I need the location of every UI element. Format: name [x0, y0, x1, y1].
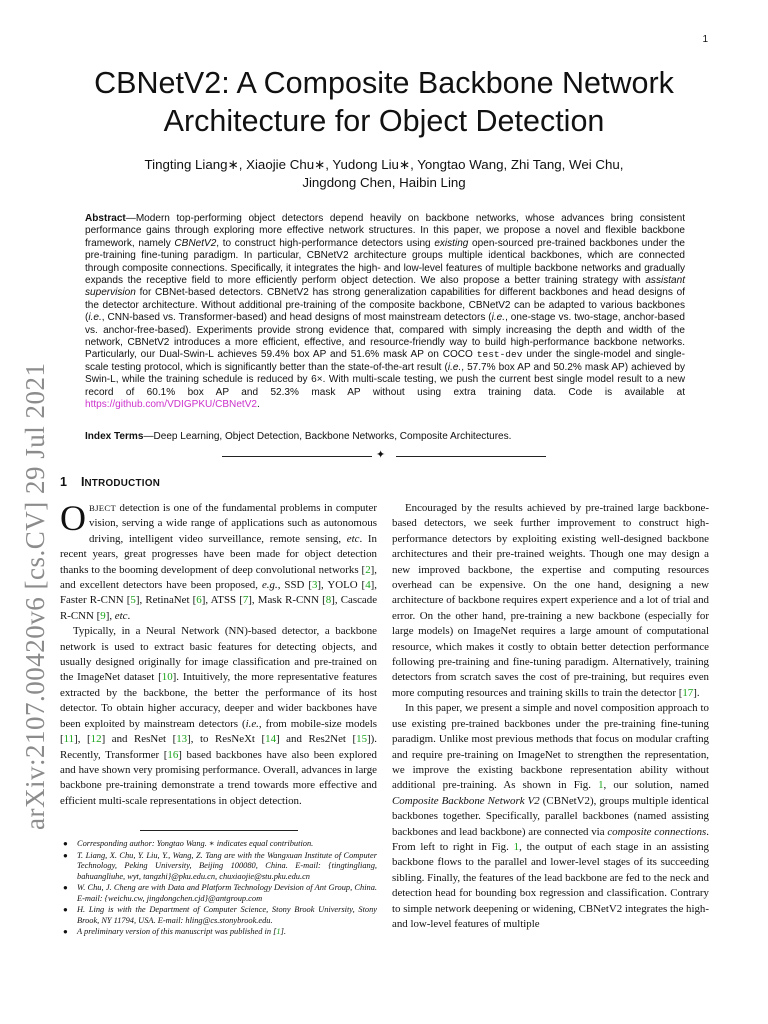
body-text: ]). Recently, Transformer [ — [60, 733, 377, 761]
body-text: ], Mask R-CNN [ — [248, 594, 326, 607]
citation-link[interactable]: 17 — [682, 686, 694, 699]
paragraph — [60, 624, 377, 809]
body-text: ] based backbones have also been explored and have shown very promising performance. Overall, advances in large backbone pre-training demonstrate a trend towards more effective and efficient multi-scale representations in object detection. — [60, 748, 377, 807]
body-text: ], Faster R-CNN [ — [60, 579, 378, 607]
separator-line-left — [222, 456, 372, 457]
bullet-icon: ● — [63, 927, 68, 936]
abstract-text: for CBNet-based detectors. CBNetV2 has strong generalization capabilities for different backbones and head designs of the detector architecture. Without additional pre-training of the composite backbone, CBNetV2 can be adapted to various backbones ( — [85, 287, 685, 324]
index-terms-label: Index Terms — [85, 431, 144, 442]
bullet-icon: ● — [63, 905, 68, 914]
body-text: ] and Res2Net [ — [276, 733, 357, 746]
body-text: . From left to right in Fig. — [392, 825, 709, 853]
body-text: ], Cascade R-CNN [ — [60, 594, 378, 622]
body-text: ], ATSS [ — [201, 594, 243, 607]
bullet-icon: ● — [63, 839, 68, 848]
arxiv-identifier-stamp: arXiv:2107.00420v6 [cs.CV] 29 Jul 2021 — [20, 362, 50, 830]
abstract-emphasis: i.e. — [447, 361, 462, 373]
footnote-item — [60, 883, 377, 904]
citation-link[interactable]: 16 — [167, 748, 179, 761]
abstract-emphasis: CBNetV2 — [174, 237, 217, 249]
abstract-emphasis: i.e. — [88, 312, 102, 324]
abstract-text: . — [256, 399, 260, 411]
author-list — [70, 156, 698, 192]
title-line-2: Architecture for Object Detection — [163, 104, 605, 138]
section-heading — [60, 475, 160, 489]
footnote-item — [60, 851, 377, 883]
body-text: ]. Intuitively, the more representative features extracted by the backbone, the better the performance of its host detector. To obtain higher accuracy, deeper and wider backbones have been exploited by mainstream detectors ( — [60, 671, 377, 730]
authors-line-1: Tingting Liang∗, Xiaojie Chu∗, Yudong Liu∗, Yongtao Wang, Zhi Tang, Wei Chu, — [144, 157, 624, 172]
citation-link[interactable]: 8 — [325, 594, 332, 607]
bullet-icon: ● — [63, 850, 68, 860]
citation-link[interactable]: 13 — [176, 733, 188, 746]
body-text: detection is one of the fundamental problems in computer vision, serving a wide range of applications such as autonomous driving, intelligent video surveillance, remote sensing, — [89, 502, 377, 545]
citation-link[interactable]: 14 — [265, 733, 277, 746]
page-number: 1 — [702, 34, 708, 45]
body-text: , the output of each stage in an assisting backbone flows to the parallel and lower-level stages of its succeeding sibling. Finally, the features of the lead backbone are fed to the neck and detection head for bounding box regression and classification. Contrary to simple network deepening or widening, CBNetV2 integrates the high- and low-level features of multiple — [392, 840, 709, 930]
abstract-text: under the single-model and single-scale testing protocol, which is significantly better than the state-of-the-art result ( — [85, 349, 685, 373]
body-text: ], to ResNeXt [ — [187, 733, 266, 746]
footnote-text: A preliminary version of this manuscript was published in [ — [77, 927, 277, 936]
body-text: ]. — [693, 686, 700, 699]
authors-line-2: Jingdong Chen, Haibin Ling — [302, 175, 466, 190]
citation-link[interactable]: 1 — [276, 927, 281, 936]
body-text: ], RetinaNet [ — [135, 594, 197, 607]
citation-link[interactable]: 7 — [242, 594, 249, 607]
footnote-item — [60, 905, 377, 926]
body-emphasis: etc — [114, 609, 128, 622]
section-number: 1 — [60, 475, 67, 489]
citation-link[interactable]: 15 — [356, 733, 368, 746]
section-title-initial: I — [80, 475, 85, 489]
paper-title — [70, 64, 698, 140]
body-text: , from mobile-size models [ — [60, 717, 377, 746]
bullet-icon: ● — [63, 883, 68, 892]
body-text: . In recent years, great progresses have been made for object detection thanks to the booming development of deep convolutional networks [ — [60, 532, 377, 576]
footnote-text: H. Ling is with the Department of Computer Science, Stony Brook University, Stony Brook, NY 11794, USA. E-mail: hling@cs.stonybrook.edu. — [77, 905, 377, 925]
abstract-text: , one-stage vs. two-stage, anchor-based vs. anchor-free-based). Experiments provide strong evidence that, compared with simply increasing the depth and width of the network, CBNetV2 introduces a more efficient, effective, and resource-friendly way to build high-performance backbone networks. Particularly, our Dual-Swin-L achieves 59.4% box AP and 51.6% mask AP on COCO — [85, 312, 685, 361]
abstract-text: , 57.7% box AP and 50.2% mask AP) achieved by Swin-L, while the training schedule is reduced by 6×. With multi-scale testing, we push the current best single model result to a new record of 60.1% box AP and 52.3% mask AP without using extra training data. Code is available at — [85, 361, 685, 398]
footnote-text: ]. — [280, 927, 286, 936]
index-terms — [85, 431, 685, 443]
title-line-1: CBNetV2: A Composite Backbone Network — [94, 66, 674, 100]
citation-link[interactable]: 5 — [130, 594, 136, 607]
abstract-emphasis: i.e. — [491, 312, 506, 324]
abstract-text: open-sourced pre-trained backbones under the pre-training fine-tuning paradigm. In particular, CBNetV2 architecture groups multiple identical backbones, which are connected through composite connections. Specifically, it integrates the high- and low-level features of multiple backbone networks and gradually expands the receptive field to more efficiently perform object detection. We also propose a better training strategy with — [85, 237, 686, 287]
citation-link[interactable]: 6 — [196, 594, 202, 607]
abstract-text: , to construct high-performance detectors using — [216, 237, 435, 249]
right-column — [392, 501, 709, 932]
section-separator — [222, 450, 546, 464]
body-text: (CBNetV2), groups multiple identical backbones together. Specifically, parallel backbones (named assisting backbones and lead backbone) are connected via — [392, 794, 709, 838]
footnote-text: Corresponding author: Yongtao Wang. ∗ indicates equal contribution. — [77, 839, 314, 848]
footnotes — [60, 839, 377, 939]
body-text: ], YOLO [ — [317, 579, 366, 592]
body-text: . — [127, 609, 131, 622]
abstract — [85, 213, 685, 412]
abstract-emphasis: assistant supervision — [85, 275, 685, 299]
paragraph — [60, 498, 378, 624]
citation-link[interactable]: 10 — [161, 671, 173, 684]
abstract-label: Abstract — [85, 213, 126, 224]
abstract-emphasis: existing — [434, 237, 469, 249]
section-title-rest: NTRODUCTION — [84, 478, 161, 489]
code-repository-link[interactable]: https://github.com/VDIGPKU/CBNetV2 — [85, 399, 257, 411]
body-text: ], — [105, 609, 115, 622]
footnote-item — [60, 927, 377, 938]
small-caps-text: BJECT — [89, 503, 117, 513]
paragraph — [392, 501, 709, 701]
figure-link[interactable]: 1 — [513, 840, 520, 853]
footnote-text: T. Liang, X. Chu, Y. Liu, Y., Wang, Z. Tang are with the Wangxuan Institute of Computer Technology, Peking University, Beijing 100080, China. E-mail: {tingtingliang, bahuangliuhe, wyt, tangzhi}@pku.edu.cn, chuxiaojie@stu.pku.edu.cn — [77, 850, 377, 881]
body-text: Encouraged by the results achieved by pre-trained large backbone-based detectors, we seek further improvement to construct high-performance detectors by exploiting existing well-designed backbone architectures and their pre-trained weights. Though one may design a new improved backbone, the expertise and computing resources overhead can be expensive. On the one hand, designing a new architecture of backbone requires expert experience and a lot of trial and error. On the other hand, pre-training a new backbone (especially for large models) on ImageNet requires a large amount of computational resource, which makes it costly to obtain better detection performance following pre-training and fine-tuning paradigm. Alternatively, training detectors from scratch saves the cost of pre-training, but requires even more computing resources and training skills to train the detector [ — [392, 502, 709, 699]
body-text: ] and ResNet [ — [101, 733, 177, 746]
footnote-item — [60, 839, 377, 850]
citation-link[interactable]: 2 — [365, 563, 371, 576]
body-emphasis: etc — [346, 532, 360, 545]
body-text: ], [ — [74, 733, 91, 746]
paragraph — [392, 701, 709, 932]
citation-link[interactable]: 4 — [365, 579, 371, 592]
body-emphasis: e.g. — [261, 579, 278, 592]
abstract-code-text: test-dev — [476, 349, 523, 361]
separator-line-right — [396, 456, 546, 457]
figure-link[interactable]: 1 — [598, 779, 604, 792]
abstract-text: , CNN-based vs. Transformer-based) and head designs of most mainstream detectors ( — [101, 312, 492, 324]
body-text: , our solution, named — [603, 779, 709, 792]
citation-link[interactable]: 11 — [63, 733, 75, 746]
footnote-rule — [140, 830, 298, 831]
body-text: , SSD [ — [277, 579, 312, 592]
abstract-text: —Modern top-performing object detectors depend heavily on backbone networks, whose advances bring consistent performance gains through exploring more effective network structures. In this paper, we propose a novel and flexible backbone framework, namely — [85, 213, 685, 249]
body-emphasis: i.e. — [245, 717, 259, 730]
body-text: ], and excellent detectors have been proposed, — [60, 563, 377, 592]
body-text: Typically, in a Neural Network (NN)-based detector, a backbone network is used to extract basic features for detecting objects, and usually designed originally for image classification and pre-trained on the ImageNet dataset [ — [60, 625, 377, 684]
left-column — [60, 498, 378, 809]
body-text: In this paper, we present a simple and novel composition approach to use existing pre-trained backbones under the pre-training fine-tuning paradigm. Unlike most previous methods that focus on modular crafting and require pre-training on ImageNet to strengthen the representation, we improve the existing backbone representation ability without additional pre-training. As shown in Fig. — [392, 702, 709, 792]
footnote-text: W. Chu, J. Cheng are with Data and Platform Technology Devision of Ant Group, China. E-mail: {weichu.cw, jingdongchen.cjd}@antgroup.com — [77, 883, 377, 903]
drop-cap: O — [60, 498, 86, 538]
body-emphasis: Composite Backbone Network V2 — [392, 794, 540, 807]
citation-link[interactable]: 12 — [90, 733, 102, 746]
citation-link[interactable]: 3 — [311, 579, 318, 592]
index-terms-text: —Deep Learning, Object Detection, Backbone Networks, Composite Architectures. — [143, 431, 512, 442]
citation-link[interactable]: 9 — [100, 609, 106, 622]
body-emphasis: composite connections — [607, 825, 707, 838]
separator-diamond-icon: ✦ — [376, 449, 386, 461]
